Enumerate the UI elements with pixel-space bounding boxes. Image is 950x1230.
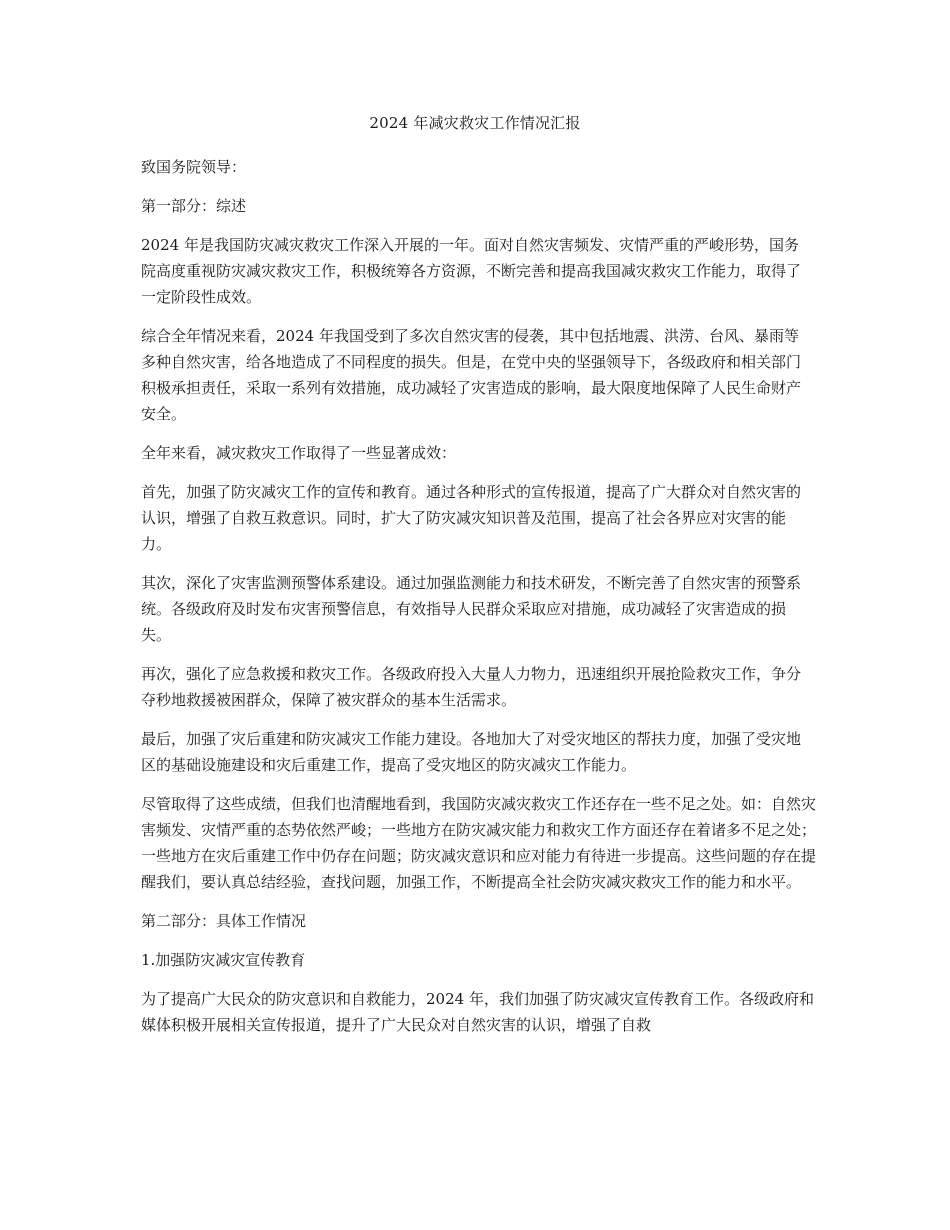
paragraph-publicity-education: 为了提高广大民众的防灾意识和自救能力，2024 年，我们加强了防灾减灾宣传教育工作。各级政府和媒体积极开展相关宣传报道，提升了广大民众对自然灾害的认识，增强了自救 xyxy=(141,990,814,1034)
paragraph-achievements-intro: 全年来看，减灾救灾工作取得了一些显著成效： xyxy=(141,444,457,462)
salutation: 致国务院领导： xyxy=(141,158,247,176)
paragraph-second-achievement: 其次，深化了灾害监测预警体系建设。通过加强监测能力和技术研发，不断完善了自然灾害的预警系统。各级政府及时发布灾害预警信息，有效指导人民群众采取应对措施，成功减轻了灾害造成的损失。 xyxy=(141,574,802,644)
document-body xyxy=(141,154,817,1051)
subsection-heading-1: 1.加强防灾减灾宣传教育 xyxy=(141,951,306,969)
paragraph-first-achievement: 首先，加强了防灾减灾工作的宣传和教育。通过各种形式的宣传报道，提高了广大群众对自然灾害的认识，增强了自救互救意识。同时，扩大了防灾减灾知识普及范围，提高了社会各界应对灾害的能力。 xyxy=(141,483,802,553)
paragraph-fourth-achievement: 最后，加强了灾后重建和防灾减灾工作能力建设。各地加大了对受灾地区的帮扶力度，加强了受灾地区的基础设施建设和灾后重建工作，提高了受灾地区的防灾减灾工作能力。 xyxy=(141,730,802,774)
paragraph-annual-summary: 综合全年情况来看，2024 年我国受到了多次自然灾害的侵袭，其中包括地震、洪涝、台风、暴雨等多种自然灾害，给各地造成了不同程度的损失。但是，在党中央的坚强领导下，各级政府和相关部门积极承担责任，采取一系列有效措施，成功减轻了灾害造成的影响，最大限度地保障了人民生命财产安全。 xyxy=(141,327,802,423)
section-heading-part-one: 第一部分：综述 xyxy=(141,197,247,215)
section-heading-part-two: 第二部分：具体工作情况 xyxy=(141,912,307,930)
paragraph-shortcomings: 尽管取得了这些成绩，但我们也清醒地看到，我国防灾减灾救灾工作还存在一些不足之处。如：自然灾害频发、灾情严重的态势依然严峻；一些地方在防灾减灾能力和救灾工作方面还存在着诸多不足之处；一些地方在灾后重建工作中仍存在问题；防灾减灾意识和应对能力有待进一步提高。这些问题的存在提醒我们，要认真总结经验，查找问题，加强工作，不断提高全社会防灾减灾救灾工作的能力和水平。 xyxy=(141,795,817,891)
paragraph-third-achievement: 再次，强化了应急救援和救灾工作。各级政府投入大量人力物力，迅速组织开展抢险救灾工作，争分夺秒地救援被困群众，保障了被灾群众的基本生活需求。 xyxy=(141,665,802,709)
document-title: 2024 年减灾救灾工作情况汇报 xyxy=(369,114,581,132)
paragraph-overview: 2024 年是我国防灾减灾救灾工作深入开展的一年。面对自然灾害频发、灾情严重的严峻形势，国务院高度重视防灾减灾救灾工作，积极统筹各方资源，不断完善和提高我国减灾救灾工作能力，取得了一定阶段性成效。 xyxy=(141,236,802,306)
